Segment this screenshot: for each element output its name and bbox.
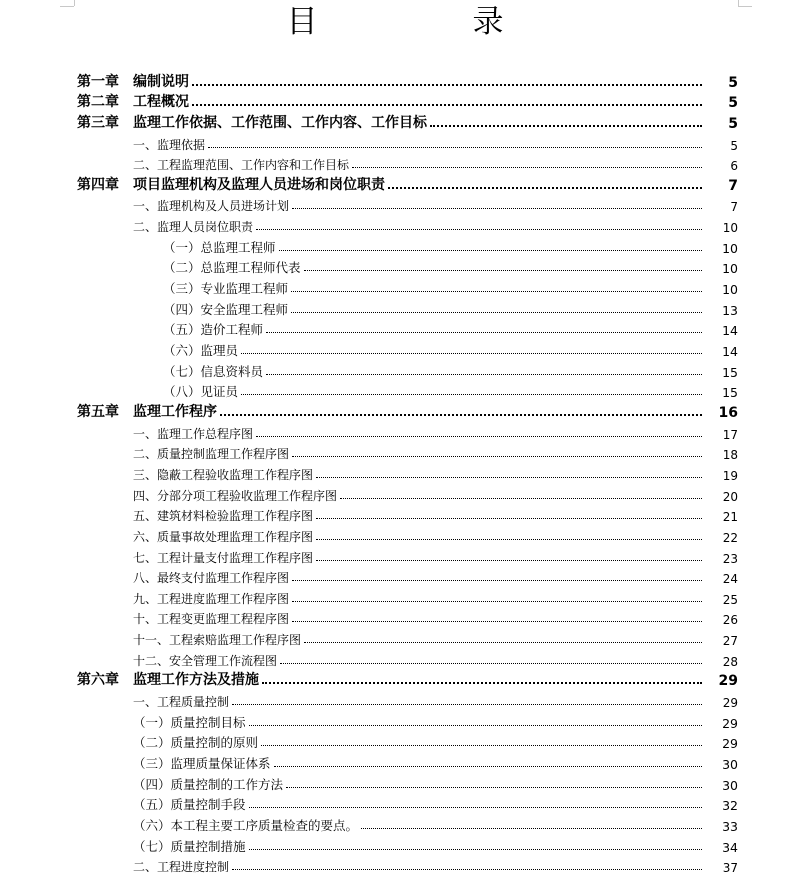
toc-dot-leader	[292, 600, 702, 602]
toc-entry-title: 二、工程进度控制	[133, 860, 230, 875]
toc-dot-leader	[256, 228, 702, 230]
toc-entry[interactable]	[0, 483, 790, 504]
toc-entry[interactable]	[0, 462, 790, 483]
toc-entry-title: 第四章 项目监理机构及监理人员进场和岗位职责	[77, 176, 385, 193]
toc-entry[interactable]	[0, 793, 790, 814]
toc-entry[interactable]	[0, 504, 790, 525]
toc-entry-title: （五）造价工程师	[163, 322, 264, 338]
toc-entry[interactable]	[0, 607, 790, 628]
toc-entry-title: （二）总监理工程师代表	[163, 260, 301, 276]
toc-entry-page: 14	[722, 323, 738, 339]
toc-entry-title: （四）安全监理工程师	[163, 301, 289, 317]
toc-entry[interactable]	[0, 111, 790, 132]
toc-entry-title: 三、隐蔽工程验收监理工作程序图	[133, 467, 314, 482]
toc-entry[interactable]	[0, 132, 790, 153]
toc-entry[interactable]	[0, 359, 790, 380]
toc-entry-page: 37	[722, 861, 738, 876]
toc-entry-page: 21	[722, 510, 738, 525]
toc-entry[interactable]	[0, 586, 790, 607]
toc-entry-page: 22	[722, 530, 738, 545]
toc-entry[interactable]	[0, 277, 790, 298]
toc-dot-leader	[208, 146, 702, 148]
toc-dot-leader	[232, 703, 702, 705]
toc-dot-leader	[192, 103, 702, 106]
toc-entry-title: 五、建筑材料检验监理工作程序图	[133, 509, 314, 524]
toc-entry-title: 第一章 编制说明	[77, 73, 189, 90]
toc-entry-page: 18	[722, 448, 738, 463]
toc-entry[interactable]	[0, 70, 790, 91]
toc-entry[interactable]	[0, 710, 790, 731]
toc-dot-leader	[352, 166, 702, 168]
toc-entry-title: （一）总监理工程师	[163, 239, 276, 255]
toc-entry-title: 第六章 监理工作方法及措施	[77, 672, 259, 689]
toc-entry-page: 25	[722, 592, 738, 607]
toc-dot-leader	[241, 393, 702, 395]
toc-entry-page: 7	[728, 177, 738, 194]
toc-entry-title: 第五章 监理工作程序	[77, 403, 217, 420]
toc-entry-title: （五）质量控制手段	[133, 797, 246, 813]
toc-entry[interactable]	[0, 628, 790, 649]
toc-dot-leader	[241, 352, 702, 354]
toc-entry[interactable]	[0, 256, 790, 277]
toc-dot-leader	[192, 83, 702, 86]
toc-entry-title: 二、工程监理范围、工作内容和工作目标	[133, 158, 350, 173]
toc-entry[interactable]	[0, 215, 790, 236]
toc-entry[interactable]	[0, 173, 790, 194]
toc-entry-title: 四、分部分项工程验收监理工作程序图	[133, 488, 338, 503]
toc-dot-leader	[316, 476, 702, 478]
toc-entry[interactable]	[0, 318, 790, 339]
toc-dot-leader	[262, 681, 702, 684]
toc-entry-page: 23	[722, 551, 738, 566]
toc-entry[interactable]	[0, 442, 790, 463]
toc-entry-title: （六）监理员	[163, 343, 239, 359]
toc-entry-page: 34	[722, 839, 738, 855]
toc-entry-page: 29	[722, 696, 738, 711]
toc-entry[interactable]	[0, 297, 790, 318]
toc-dot-leader	[292, 579, 702, 581]
toc-entry-page: 19	[722, 468, 738, 483]
toc-dot-leader	[304, 641, 702, 643]
toc-entry-title: 一、监理机构及人员进场计划	[133, 199, 290, 214]
toc-dot-leader	[316, 538, 702, 540]
toc-dot-leader	[266, 331, 702, 333]
toc-entry-title: 十二、安全管理工作流程图	[133, 653, 278, 668]
toc-entry-page: 30	[722, 777, 738, 793]
toc-dot-leader	[232, 868, 702, 870]
toc-dot-leader	[280, 662, 702, 664]
toc-dot-leader	[291, 290, 702, 292]
toc-entry-page: 30	[722, 757, 738, 773]
toc-entry-page: 29	[722, 715, 738, 731]
toc-entry[interactable]	[0, 690, 790, 711]
toc-entry-page: 10	[722, 221, 738, 236]
toc-entry-page: 13	[722, 302, 738, 318]
toc-dot-leader	[286, 786, 702, 788]
toc-entry-title: 一、监理工作总程序图	[133, 426, 254, 441]
toc-entry-page: 29	[722, 736, 738, 752]
toc-entry-page: 6	[730, 159, 738, 174]
toc-entry-page: 26	[722, 613, 738, 628]
toc-dot-leader	[249, 724, 702, 726]
toc-entry[interactable]	[0, 813, 790, 834]
toc-entry-page: 10	[722, 282, 738, 298]
toc-entry-page: 28	[722, 654, 738, 669]
toc-dot-leader	[292, 207, 702, 209]
toc-entry-title: 一、监理依据	[133, 137, 206, 152]
toc-entry[interactable]	[0, 545, 790, 566]
toc-dot-leader	[220, 413, 702, 416]
toc-entry-page: 10	[722, 240, 738, 256]
toc-entry-title: （三）监理质量保证体系	[133, 756, 271, 772]
toc-entry[interactable]	[0, 772, 790, 793]
toc-dot-leader	[304, 269, 702, 271]
toc-entry-page: 7	[730, 200, 738, 215]
toc-entry-title: 一、工程质量控制	[133, 695, 230, 710]
toc-dot-leader	[249, 848, 702, 850]
toc-entry-page: 29	[718, 673, 738, 690]
toc-dot-leader	[340, 497, 702, 499]
toc-entry[interactable]	[0, 153, 790, 174]
toc-entry-page: 15	[722, 364, 738, 380]
toc-entry[interactable]	[0, 235, 790, 256]
toc-entry[interactable]	[0, 400, 790, 421]
toc-dot-leader	[430, 124, 702, 127]
toc-dot-leader	[291, 311, 702, 313]
toc-entry[interactable]	[0, 834, 790, 855]
toc-entry-page: 5	[728, 74, 738, 91]
toc-dot-leader	[261, 744, 702, 746]
toc-entry-title: 十、工程变更监理工程程序图	[133, 612, 290, 627]
toc-entry-page: 33	[722, 818, 738, 834]
toc-entry-title: （七）信息资料员	[163, 363, 264, 379]
toc-entry[interactable]	[0, 648, 790, 669]
toc-entry-title: 第三章 监理工作依据、工作范围、工作内容、工作目标	[77, 114, 427, 131]
toc-entry-title: 八、最终支付监理工作程序图	[133, 571, 290, 586]
toc-entry-title: 二、监理人员岗位职责	[133, 220, 254, 235]
toc-entry-title: （四）质量控制的工作方法	[133, 776, 284, 792]
toc-entry-page: 15	[722, 385, 738, 401]
toc-entry-title: （六）本工程主要工序质量检查的要点。	[133, 817, 359, 833]
toc-dot-leader	[292, 455, 702, 457]
toc-entry-title: 七、工程计量支付监理工作程序图	[133, 550, 314, 565]
toc-dot-leader	[256, 435, 702, 437]
toc-entry[interactable]	[0, 855, 790, 876]
toc-entry-title: 十一、工程索赔监理工作程序图	[133, 633, 302, 648]
toc-entry-title: （一）质量控制目标	[133, 714, 246, 730]
toc-entry-title: （三）专业监理工程师	[163, 281, 289, 297]
toc-entry[interactable]	[0, 731, 790, 752]
toc-entry-page: 20	[722, 489, 738, 504]
toc-entry[interactable]	[0, 566, 790, 587]
toc-dot-leader	[292, 620, 702, 622]
toc-entry-title: 二、质量控制监理工作程序图	[133, 447, 290, 462]
toc-entry[interactable]	[0, 669, 790, 690]
toc-entry[interactable]	[0, 338, 790, 359]
toc-entry[interactable]	[0, 751, 790, 772]
toc-entry-page: 24	[722, 572, 738, 587]
toc-entry[interactable]	[0, 91, 790, 112]
toc-entry-title: （八）见证员	[163, 384, 239, 400]
toc-entry-page: 14	[722, 344, 738, 360]
toc-entry-title: 第二章 工程概况	[77, 94, 189, 111]
toc-dot-leader	[316, 517, 702, 519]
toc-entry-title: （七）质量控制措施	[133, 838, 246, 854]
toc-entry-page: 5	[728, 95, 738, 112]
toc-entry-page: 10	[722, 261, 738, 277]
toc-entry-page: 27	[722, 634, 738, 649]
toc-entry-page: 17	[722, 427, 738, 442]
toc-entry-page: 5	[730, 138, 738, 153]
toc-entry-title: 六、质量事故处理监理工作程序图	[133, 529, 314, 544]
toc-entry-page: 5	[728, 115, 738, 132]
toc-entry[interactable]	[0, 524, 790, 545]
toc-entry[interactable]	[0, 421, 790, 442]
toc-dot-leader	[361, 827, 702, 829]
toc-entry-title: 九、工程进度监理工作程序图	[133, 591, 290, 606]
toc-entry-page: 16	[718, 404, 738, 421]
toc-entry-title: （二）质量控制的原则	[133, 735, 259, 751]
page-title: 目 录	[286, 4, 566, 40]
toc-dot-leader	[316, 559, 702, 561]
toc-dot-leader	[274, 765, 702, 767]
toc-dot-leader	[279, 249, 702, 251]
toc-entry[interactable]	[0, 194, 790, 215]
toc-dot-leader	[249, 806, 702, 808]
toc-entry[interactable]	[0, 380, 790, 401]
toc-entry-page: 32	[722, 798, 738, 814]
toc-dot-leader	[266, 373, 702, 375]
toc-dot-leader	[388, 186, 702, 189]
